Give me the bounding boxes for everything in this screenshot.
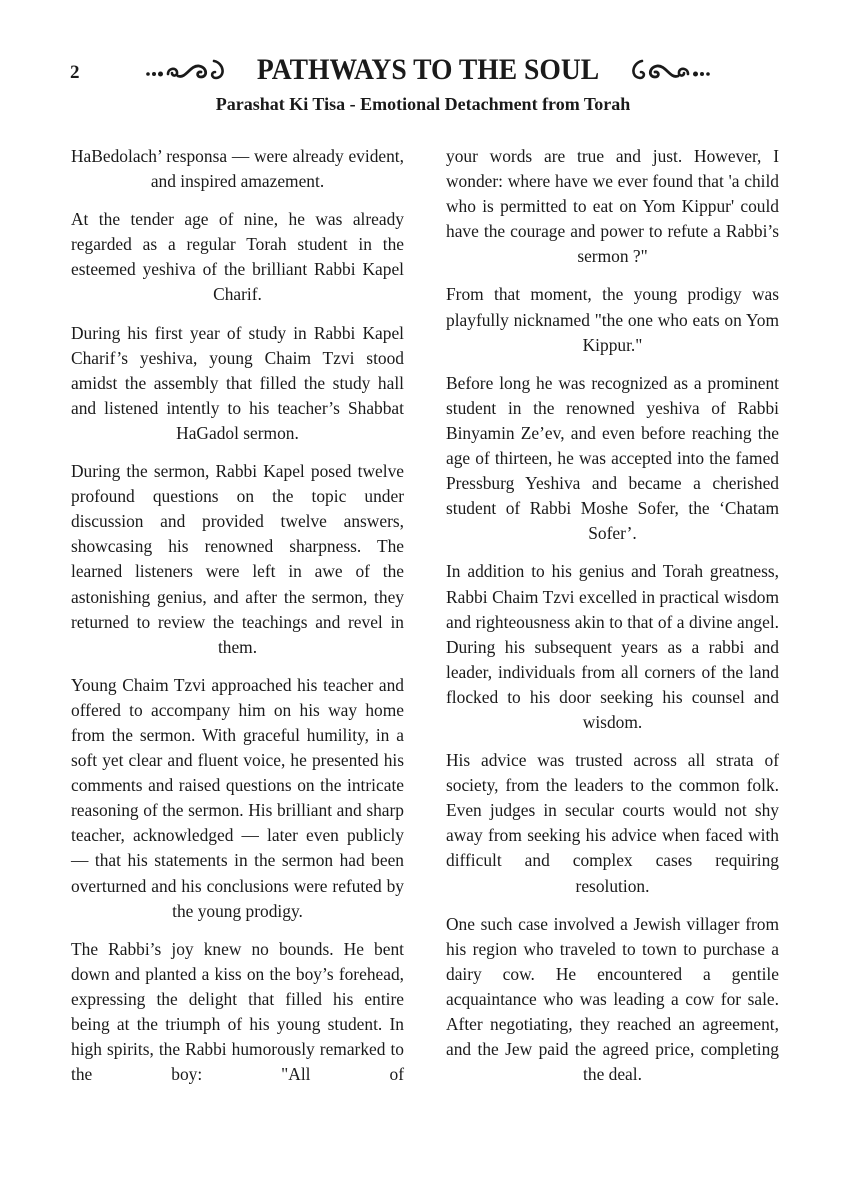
- right-column: [446, 144, 779, 1100]
- paragraph: The Rabbi’s joy knew no bounds. He bent down and planted a kiss on the boy’s forehead, expressing the delight that filled his entire being at the triumph of his young student. In high spirits, the Rabbi humorously remarked to the boy: "All of: [71, 938, 404, 1085]
- left-column: [71, 144, 404, 1100]
- paragraph: During his first year of study in Rabbi Kapel Charif’s yeshiva, young Chaim Tzvi stood amidst the assembly that filled the study hall and listened intently to his teacher’s Shabbat HaGadol sermon.: [71, 322, 404, 443]
- paragraph: One such case involved a Jewish villager from his region who traveled to town to purchase a dairy cow. He encountered a gentile acquaintance who was leading a cow for sale. After negotiating, they reached an agreement, and the Jew paid the agreed price, completing the deal.: [446, 913, 779, 1085]
- title-row: [128, 50, 728, 90]
- paragraph: His advice was trusted across all strata of society, from the leaders to the common folk. Even judges in secular courts would not shy away from seeking his advice when faced with difficult and complex cases requiring resolution.: [446, 750, 779, 896]
- paragraph: At the tender age of nine, he was already regarded as a regular Torah student in the esteemed yeshiva of the brilliant Rabbi Kapel Charif.: [71, 209, 404, 305]
- paragraph: Before long he was recognized as a prominent student in the renowned yeshiva of Rabbi Binyamin Ze’ev, and even before reaching the age of thirteen, he was accepted into the famed Pressburg Yeshiva and became a cherished student of Rabbi Moshe Sofer, the ‘Chatam Sofer’.: [446, 372, 779, 544]
- paragraph: During the sermon, Rabbi Kapel posed twelve profound questions on the topic under discussion and provided twelve answers, showcasing his renowned sharpness. The learned listeners were left in awe of the astonishing genius, and after the sermon, they returned to review the teachings and revel in them.: [71, 461, 404, 657]
- publication-title: PATHWAYS TO THE SOUL: [256, 53, 600, 86]
- paragraph: Young Chaim Tzvi approached his teacher and offered to accompany him on his way home from the sermon. With graceful humility, in a soft yet clear and fluent voice, he presented his comments and raised questions on the intricate reasoning of the sermon. His brilliant and sharp teacher, acknowledged — later even publicly — that his statements in the sermon had been overturned and his conclusions were refuted by the young prodigy.: [71, 674, 404, 921]
- paragraph: In addition to his genius and Torah greatness, Rabbi Chaim Tzvi excelled in practical wisdom and righteousness akin to that of a divine angel. During his subsequent years as a rabbi and leader, individuals from all corners of the land flocked to his door seeking his counsel and wisdom.: [446, 561, 779, 732]
- paragraph: HaBedolach’ responsa — were already evident, and inspired amazement.: [71, 146, 404, 192]
- paragraph: From that moment, the young prodigy was playfully nicknamed "the one who eats on Yom Kippur.": [446, 284, 779, 355]
- ornament-swirl-right-icon: [620, 57, 712, 83]
- page-header: [0, 50, 846, 90]
- ornament-swirl-left-icon: [144, 57, 236, 83]
- paragraph: your words are true and just. However, I wonder: where have we ever found that 'a child who is permitted to eat on Yom Kippur' could have the courage and power to refute a Rabbi’s sermon ?": [446, 146, 779, 267]
- page-number: 2: [70, 62, 80, 83]
- article-subtitle: Parashat Ki Tisa - Emotional Detachment from Torah: [215, 94, 631, 114]
